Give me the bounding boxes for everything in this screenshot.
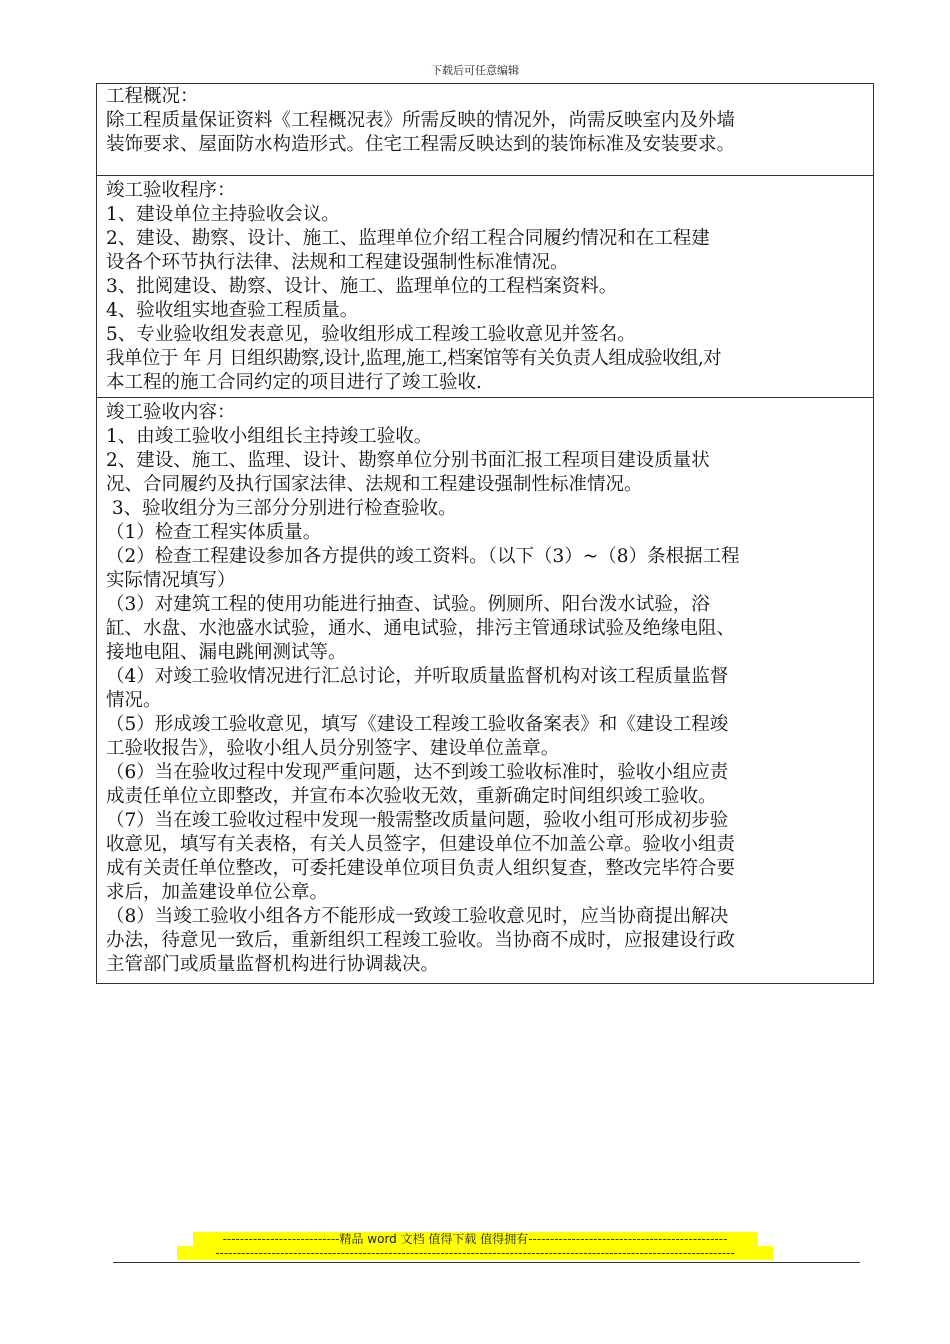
content-line: 收意见，填写有关表格，有关人员签字，但建设单位不加盖公章。验收小组责 (106, 834, 736, 855)
overview-line: 装饰要求、屋面防水构造形式。住宅工程需反映达到的装饰标准及安装要求。 (106, 134, 736, 155)
footer-banner-dashes-text: ------------------------------------------------------------------------------------------------------------------------ (177, 1246, 773, 1260)
procedure-line: 2、建设、勘察、设计、施工、监理单位介绍工程合同履约情况和在工程建 (106, 228, 710, 249)
content-line: 2、建设、施工、监理、设计、勘察单位分别书面汇报工程项目建设质量状 (106, 450, 710, 471)
content-line: （1）检查工程实体质量。 (106, 522, 322, 543)
overview-cell (97, 84, 873, 176)
content-line: （6）当在验收过程中发现严重问题，达不到竣工验收标准时，验收小组应责 (106, 762, 729, 783)
content-line: 况、合同履约及执行国家法律、法规和工程建设强制性标准情况。 (106, 474, 643, 495)
procedure-line: 5、专业验收组发表意见，验收组形成工程竣工验收意见并签名。 (106, 324, 636, 345)
content-line: 情况。 (106, 690, 162, 711)
content-line: （2）检查工程建设参加各方提供的竣工资料。（以下（3）~（8）条根据工程 (106, 546, 740, 567)
procedure-line: 3、批阅建设、勘察、设计、施工、监理单位的工程档案资料。 (106, 276, 618, 297)
content-title: 竣工验收内容： (106, 402, 236, 423)
content-line: 求后，加盖建设单位公章。 (106, 882, 329, 903)
procedure-line: 4、验收组实地查验工程质量。 (106, 300, 359, 321)
content-line: 缸、水盘、水池盛水试验，通水、通电试验，排污主管通球试验及绝缘电阻、 (106, 618, 736, 639)
procedure-line: 设各个环节执行法律、法规和工程建设强制性标准情况。 (106, 252, 569, 273)
content-line: （4）对竣工验收情况进行汇总讨论，并听取质量监督机构对该工程质量监督 (106, 666, 729, 687)
content-line: 办法，待意见一致后，重新组织工程竣工验收。当协商不成时，应报建设行政 (106, 930, 736, 951)
content-line: （7）当在竣工验收过程中发现一般需整改质量问题，验收小组可形成初步验 (106, 810, 729, 831)
content-line: 成责任单位立即整改，并宣布本次验收无效，重新确定时间组织竣工验收。 (106, 786, 717, 807)
content-line: 实际情况填写） (106, 570, 236, 591)
content-line: （5）形成竣工验收意见，填写《建设工程竣工验收备案表》和《建设工程竣 (106, 714, 729, 735)
procedure-line: 1、建设单位主持验收会议。 (106, 204, 340, 225)
content-line: 3、验收组分为三部分分别进行检查验收。 (106, 498, 457, 519)
content-line: 接地电阻、漏电跳闸测试等。 (106, 642, 347, 663)
content-line: （3）对建筑工程的使用功能进行抽查、试验。例厕所、阳台泼水试验，浴 (106, 594, 710, 615)
acceptance-table (96, 83, 874, 984)
content-line: 成有关责任单位整改，可委托建设单位项目负责人组织复查，整改完毕符合要 (106, 858, 736, 879)
content-line: 主管部门或质量监督机构进行协调裁决。 (106, 954, 440, 975)
content-line: 1、由竣工验收小组组长主持竣工验收。 (106, 426, 433, 447)
procedure-line: 本工程的施工合同约定的项目进行了竣工验收. (106, 372, 482, 393)
overview-title: 工程概况： (106, 86, 199, 107)
procedure-cell (97, 176, 873, 398)
footer-banner-dashes (0, 1246, 950, 1263)
footer-banner-text: ---------------------------精品 word 文档 值得下载 值得拥有---------------------------------------------- (193, 1232, 758, 1246)
content-line: （8）当竣工验收小组各方不能形成一致竣工验收意见时，应当协商提出解决 (106, 906, 729, 927)
content-line: 工验收报告》，验收小组人员分别签字、建设单位盖章。 (106, 738, 560, 759)
procedure-title: 竣工验收程序： (106, 180, 236, 201)
header-note: 下载后可任意编辑 (431, 64, 519, 77)
procedure-line: 我单位于 年 月 日组织勘察,设计,监理,施工,档案馆等有关负责人组成验收组,对 (106, 348, 722, 369)
content-cell (97, 398, 873, 983)
footer-rule (113, 1262, 860, 1263)
overview-line: 除工程质量保证资料《工程概况表》所需反映的情况外，尚需反映室内及外墙 (106, 110, 736, 131)
